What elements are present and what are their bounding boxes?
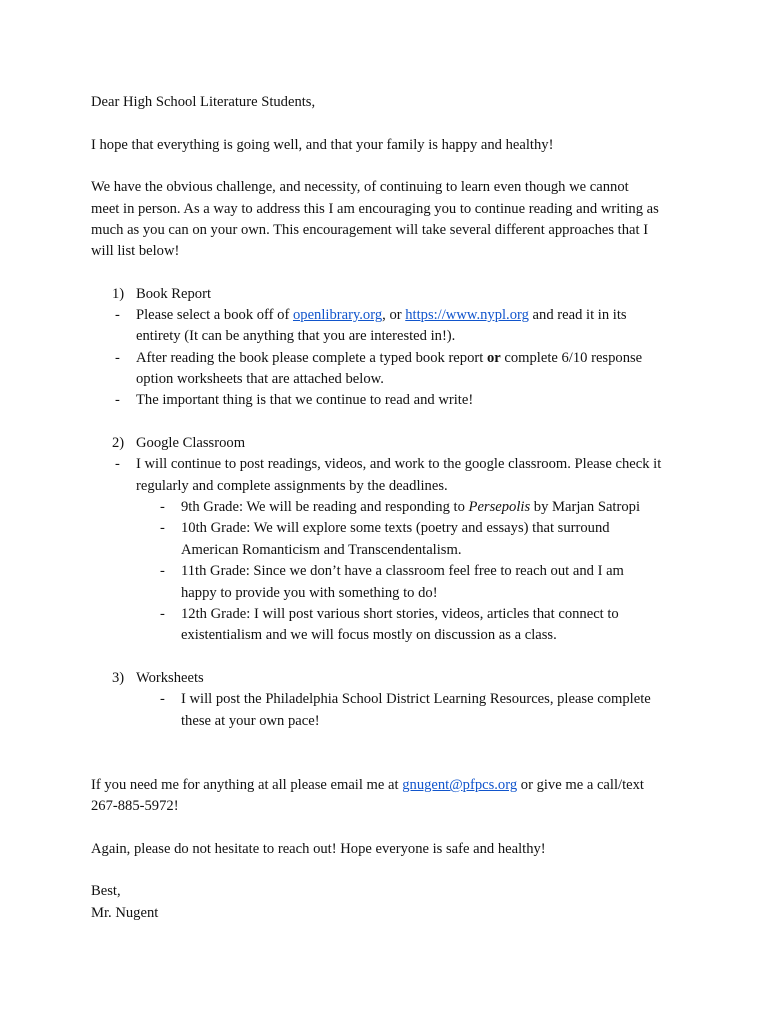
- sub-bullet-11th-grade: 11th Grade: Since we don’t have a classroom feel free to reach out and I am: [181, 563, 624, 579]
- section-title-worksheets: Worksheets: [136, 670, 204, 686]
- bullet-continuation: regularly and complete assignments by the deadlines.: [136, 478, 448, 494]
- bullet-dash: -: [115, 456, 120, 472]
- sub-bullet-worksheets: I will post the Philadelphia School District Learning Resources, please complete: [181, 691, 651, 707]
- section-number: 2): [112, 435, 125, 451]
- email-link[interactable]: gnugent@pfpcs.org: [402, 777, 518, 793]
- sub-bullet-9th-grade: [181, 497, 640, 518]
- nypl-link[interactable]: https://www.nypl.org: [405, 307, 529, 323]
- contact-text: If you need me for anything at all please email me at: [91, 777, 403, 793]
- contact-text: or give me a call/text: [517, 777, 644, 793]
- sub-bullet-dash: -: [160, 606, 165, 622]
- closing-line: Again, please do not hesitate to reach out! Hope everyone is safe and healthy!: [91, 841, 546, 857]
- bullet-text: and read it in its: [528, 307, 627, 323]
- bullet-item: The important thing is that we continue to read and write!: [136, 392, 474, 408]
- sub-bullet-continuation: these at your own pace!: [181, 713, 320, 729]
- sub-bullet-dash: -: [160, 499, 165, 515]
- sub-bullet-continuation: American Romanticism and Transcendentalism.: [181, 542, 462, 558]
- bullet-dash: -: [115, 392, 120, 408]
- openlibrary-link[interactable]: openlibrary.org: [292, 307, 383, 323]
- bullet-item: [136, 305, 627, 326]
- body-paragraph-line: will list below!: [91, 243, 180, 259]
- bullet-continuation: option worksheets that are attached below.: [136, 371, 384, 387]
- section-number: 3): [112, 670, 125, 686]
- sub-bullet-dash: -: [160, 520, 165, 536]
- bullet-text: complete 6/10 response: [500, 350, 643, 366]
- sub-bullet-dash: -: [160, 691, 165, 707]
- bullet-item: I will continue to post readings, videos, and work to the google classroom. Please check it: [136, 456, 662, 472]
- greeting: Dear High School Literature Students,: [91, 94, 316, 110]
- bullet-text: 9th Grade: We will be reading and responding to: [181, 499, 469, 515]
- book-title-persepolis: Persepolis: [468, 499, 531, 515]
- bullet-dash: -: [115, 350, 120, 366]
- contact-line: [91, 775, 644, 796]
- sub-bullet-continuation: happy to provide you with something to do!: [181, 585, 438, 601]
- bullet-text: Please select a book off of: [136, 307, 293, 323]
- sub-bullet-continuation: existentialism and we will focus mostly on discussion as a class.: [181, 627, 557, 643]
- bullet-dash: -: [115, 307, 120, 323]
- body-paragraph-line: meet in person. As a way to address this I am encouraging you to continue reading and writing as: [91, 201, 659, 217]
- bullet-text: by Marjan Satropi: [530, 499, 640, 515]
- bullet-text: , or: [382, 307, 406, 323]
- bullet-text: After reading the book please complete a typed book report: [136, 350, 487, 366]
- section-title-book-report: Book Report: [136, 286, 211, 302]
- section-number: 1): [112, 286, 125, 302]
- body-paragraph-line: We have the obvious challenge, and necessity, of continuing to learn even though we cannot: [91, 179, 629, 195]
- sub-bullet-10th-grade: 10th Grade: We will explore some texts (poetry and essays) that surround: [181, 520, 610, 536]
- phone-number: 267-885-5972!: [91, 798, 179, 814]
- intro-paragraph: I hope that everything is going well, and that your family is happy and healthy!: [91, 137, 554, 153]
- bullet-item: [136, 348, 642, 369]
- section-title-google-classroom: Google Classroom: [136, 435, 246, 451]
- sub-bullet-12th-grade: 12th Grade: I will post various short stories, videos, articles that connect to: [181, 606, 619, 622]
- body-paragraph-line: much as you can on your own. This encouragement will take several different approaches that I: [91, 222, 649, 238]
- signature: Mr. Nugent: [91, 905, 159, 921]
- signoff: Best,: [91, 883, 121, 899]
- bold-or: or: [486, 350, 501, 366]
- sub-bullet-dash: -: [160, 563, 165, 579]
- bullet-continuation: entirety (It can be anything that you are interested in!).: [136, 328, 456, 344]
